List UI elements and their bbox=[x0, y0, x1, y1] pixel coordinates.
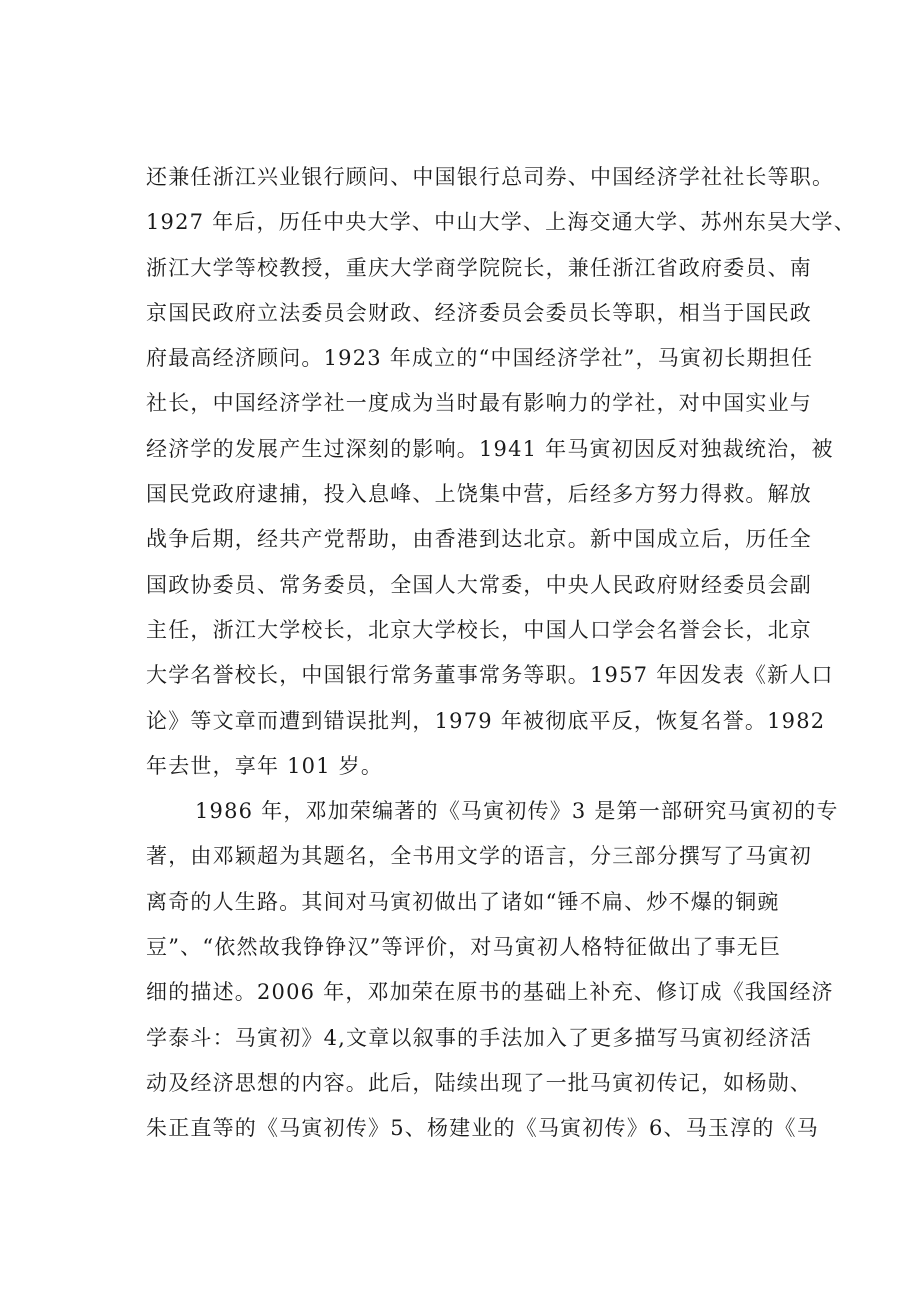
text-line: 朱正直等的《马寅初传》5、杨建业的《马寅初传》6、马玉淳的《马 bbox=[146, 1116, 819, 1141]
text-line: 浙江大学等校教授，重庆大学商学院院长，兼任浙江省政府委员、南 bbox=[146, 255, 812, 280]
text-line: 动及经济思想的内容。此后，陆续出现了一批马寅初传记，如杨勋、 bbox=[146, 1070, 812, 1095]
text-line: 社长，中国经济学社一度成为当时最有影响力的学社，对中国实业与 bbox=[146, 391, 812, 416]
paragraph-biographies-review bbox=[146, 789, 846, 1151]
text-line: 学泰斗：马寅初》4,文章以叙事的手法加入了更多描写马寅初经济活 bbox=[146, 1025, 813, 1050]
text-line: 经济学的发展产生过深刻的影响。1941 年马寅初因反对独裁统治，被 bbox=[146, 436, 834, 461]
text-line: 还兼任浙江兴业银行顾问、中国银行总司券、中国经济学社社长等职。 bbox=[146, 165, 835, 189]
text-line: 战争后期，经共产党帮助，由香港到达北京。新中国成立后，历任全 bbox=[146, 527, 812, 552]
text-line: 1927 年后，历任中央大学、中山大学、上海交通大学、苏州东吴大学、 bbox=[146, 210, 856, 235]
text-line-first: 1986 年，邓加荣编著的《马寅初传》3 是第一部研究马寅初的专 bbox=[195, 799, 839, 824]
text-line: 主任，浙江大学校长，北京大学校长，中国人口学会名誉会长，北京 bbox=[146, 617, 812, 642]
text-line: 府最高经济顾问。1923 年成立的“中国经济学社”，马寅初长期担任 bbox=[146, 346, 814, 371]
text-line: 国民党政府逮捕，投入息峰、上饶集中营，后经多方努力得救。解放 bbox=[146, 482, 812, 507]
text-line: 国政协委员、常务委员，全国人大常委，中央人民政府财经委员会副 bbox=[146, 572, 812, 597]
document-body bbox=[146, 155, 856, 1152]
paragraph-biography bbox=[146, 155, 856, 789]
text-line: 年去世，享年 101 岁。 bbox=[146, 753, 384, 778]
text-line: 论》等文章而遭到错误批判，1979 年被彻底平反，恢复名誉。1982 bbox=[146, 708, 826, 733]
text-line: 京国民政府立法委员会财政、经济委员会委员长等职，相当于国民政 bbox=[146, 300, 812, 325]
text-line: 大学名誉校长，中国银行常务董事常务等职。1957 年因发表《新人口 bbox=[146, 663, 834, 688]
text-line: 细的描述。2006 年，邓加荣在原书的基础上补充、修订成《我国经济 bbox=[146, 980, 834, 1005]
text-line: 离奇的人生路。其间对马寅初做出了诸如“锤不扁、炒不爆的铜豌 bbox=[146, 889, 780, 914]
text-line: 著，由邓颖超为其题名，全书用文学的语言，分三部分撰写了马寅初 bbox=[146, 844, 812, 869]
text-line: 豆”、“依然故我铮铮汉”等评价，对马寅初人格特征做出了事无巨 bbox=[146, 935, 782, 960]
